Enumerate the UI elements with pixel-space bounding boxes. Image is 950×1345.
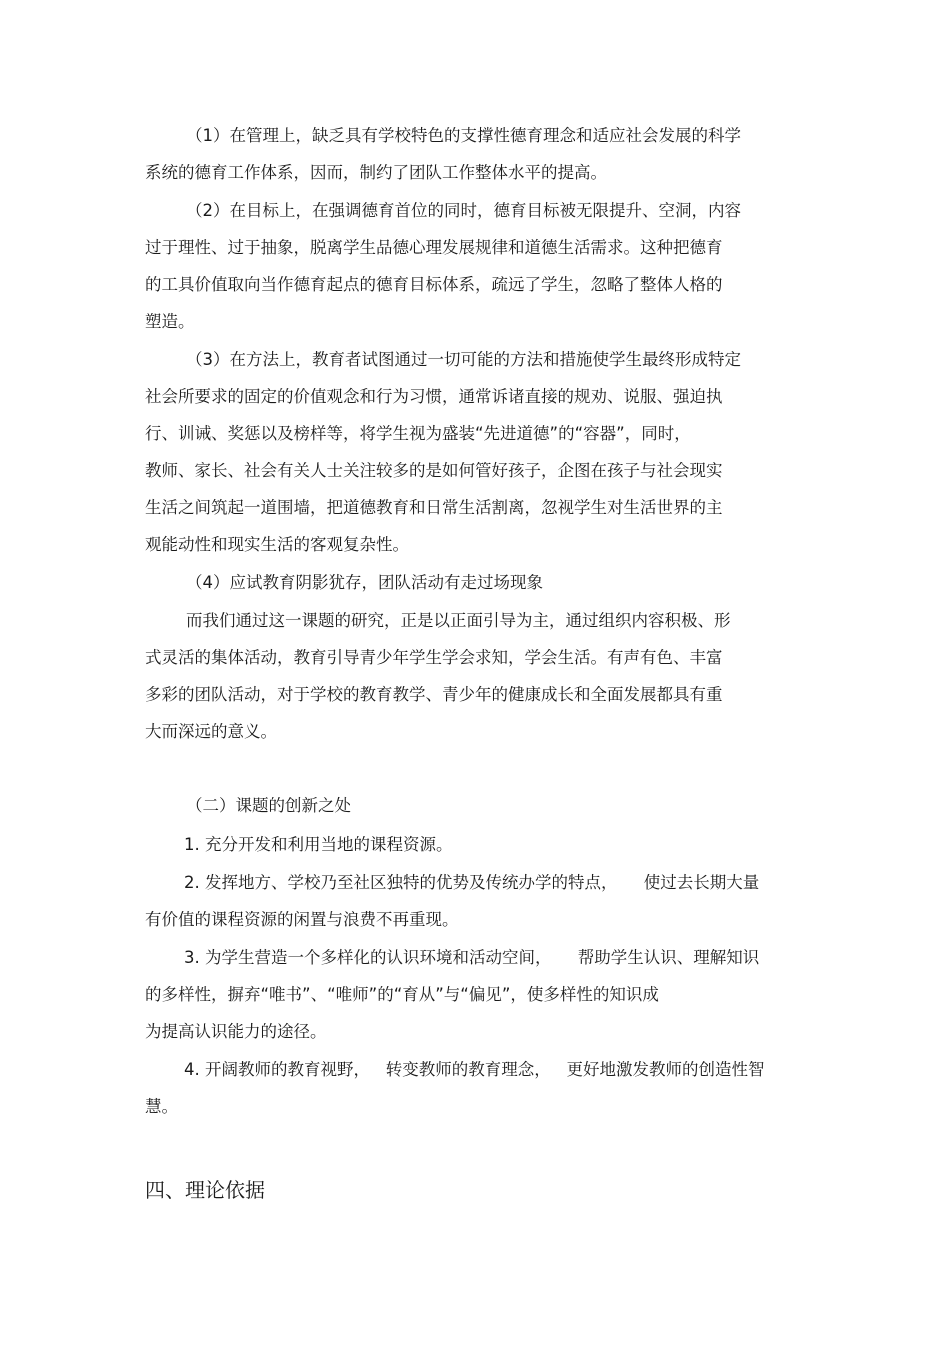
paragraph-line: （2）在目标上，在强调德育首位的同时，德育目标被无限提升、空洞，内容 (186, 201, 741, 220)
paragraph-line: 系统的德育工作体系，因而，制约了团队工作整体水平的提高。 (145, 163, 607, 182)
paragraph-line: 社会所要求的固定的价值观念和行为习惯，通常诉诸直接的规劝、说服、强迫执 (145, 387, 723, 406)
subsection-heading: （二）课题的创新之处 (186, 796, 351, 815)
paragraph-line: 式灵活的集体活动，教育引导青少年学生学会求知，学会生活。有声有色、丰富 (145, 648, 723, 667)
paragraph-line: 多彩的团队活动，对于学校的教育教学、青少年的健康成长和全面发展都具有重 (145, 685, 723, 704)
paragraph-line: （4）应试教育阴影犹存，团队活动有走过场现象 (186, 573, 543, 592)
list-item: 1. 充分开发和利用当地的课程资源。 (184, 835, 453, 854)
paragraph-line: 教师、家长、社会有关人士关注较多的是如何管好孩子，企图在孩子与社会现实 (145, 461, 723, 480)
paragraph-line: 而我们通过这一课题的研究，正是以正面引导为主，通过组织内容积极、形 (186, 611, 731, 630)
paragraph-line: 过于理性、过于抽象，脱离学生品德心理发展规律和道德生活需求。这种把德育 (145, 238, 723, 257)
section-heading: 四、理论依据 (145, 1178, 265, 1202)
paragraph-line: 的工具价值取向当作德育起点的德育目标体系，疏远了学生，忽略了整体人格的 (145, 275, 723, 294)
paragraph-line: （1）在管理上，缺乏具有学校特色的支撑性德育理念和适应社会发展的科学 (186, 126, 741, 145)
paragraph-line: （3）在方法上，教育者试图通过一切可能的方法和措施使学生最终形成特定 (186, 350, 741, 369)
paragraph-line: 观能动性和现实生活的客观复杂性。 (145, 535, 409, 554)
paragraph-line: 为提高认识能力的途径。 (145, 1022, 327, 1041)
list-item: 4. 开阔教师的教育视野， 转变教师的教育理念， 更好地激发教师的创造性智 (184, 1060, 765, 1079)
list-item: 2. 发挥地方、学校乃至社区独特的优势及传统办学的特点， 使过去长期大量 (184, 873, 760, 892)
paragraph-line: 塑造。 (145, 312, 195, 331)
paragraph-line: 行、训诫、奖惩以及榜样等，将学生视为盛装“先进道德”的“容器”，同时， (145, 424, 691, 443)
paragraph-line: 的多样性，摒弃“唯书”、“唯师”的“育从”与“偏见”，使多样性的知识成 (145, 985, 659, 1004)
paragraph-line: 慧。 (145, 1097, 178, 1116)
paragraph-line: 大而深远的意义。 (145, 722, 277, 741)
list-item: 3. 为学生营造一个多样化的认识环境和活动空间， 帮助学生认识、理解知识 (184, 948, 760, 967)
paragraph-line: 有价值的课程资源的闲置与浪费不再重现。 (145, 910, 459, 929)
paragraph-line: 生活之间筑起一道围墙，把道德教育和日常生活割离，忽视学生对生活世界的主 (145, 498, 723, 517)
